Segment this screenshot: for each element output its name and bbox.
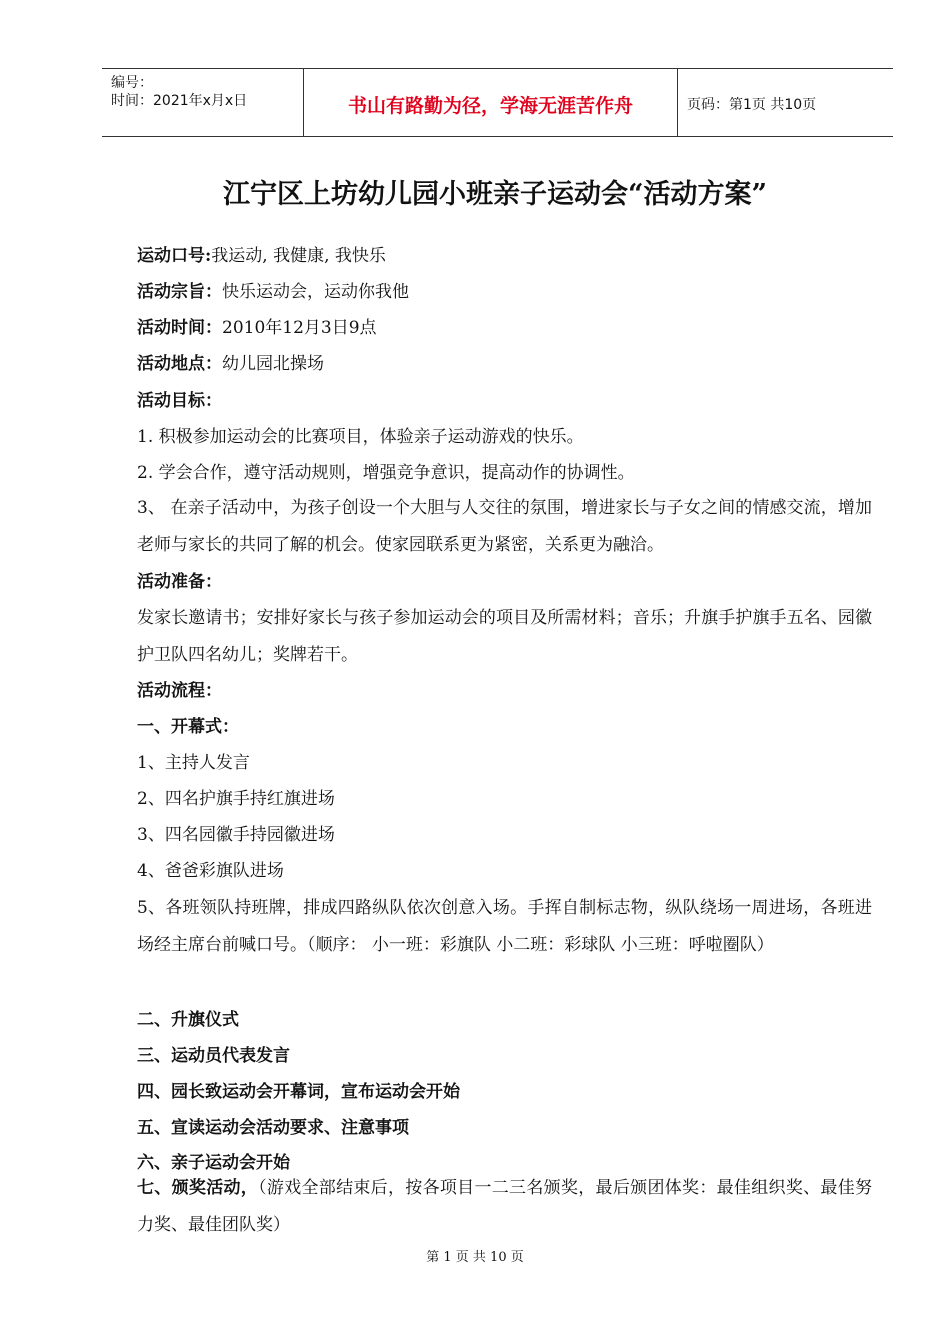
info-time — [137, 316, 377, 340]
header-time-label: 时间：2021年x月x日 — [111, 93, 248, 109]
page-header — [102, 68, 893, 137]
info-label: 活动时间： — [137, 318, 222, 338]
flow-heading: 活动流程： — [137, 681, 222, 701]
info-location — [137, 352, 324, 376]
section-heading: 六、亲子运动会开始 — [137, 1153, 290, 1173]
goal-item: 3、 在亲子活动中，为孩子创设一个大胆与人交往的氛围，增进家长与子女之间的情感交流，增加老师与家长的共同了解的机会。使家园联系更为紧密，关系更为融洽。 — [137, 498, 872, 555]
info-purpose — [137, 280, 409, 304]
header-motto: 书山有路勤为径，学海无涯苦作舟 — [347, 95, 633, 117]
info-value: 幼儿园北操场 — [222, 354, 324, 374]
info-slogan — [137, 244, 386, 268]
header-motto-cell — [304, 69, 678, 136]
goals-heading: 活动目标： — [137, 391, 222, 411]
header-meta-cell — [102, 69, 304, 136]
opening-heading: 一、开幕式： — [137, 717, 239, 737]
info-label: 活动地点： — [137, 354, 222, 374]
section-heading: 三、运动员代表发言 — [137, 1046, 290, 1066]
section-heading: 四、园长致运动会开幕词，宣布运动会开始 — [137, 1082, 460, 1102]
info-value: 我运动, 我健康, 我快乐 — [211, 246, 386, 266]
opening-item: 4、爸爸彩旗队进场 — [137, 861, 284, 881]
prep-heading: 活动准备： — [137, 572, 222, 592]
prep-text: 发家长邀请书；安排好家长与孩子参加运动会的项目及所需材料；音乐；升旗手护旗手五名、园徽护卫队四名幼儿；奖牌若干。 — [137, 608, 872, 665]
header-page-cell — [678, 69, 893, 136]
section-heading: 二、升旗仪式 — [137, 1010, 239, 1030]
goal-item: 2. 学会合作，遵守活动规则，增强竞争意识，提高动作的协调性。 — [137, 463, 635, 483]
opening-item: 2、四名护旗手持红旗进场 — [137, 789, 335, 809]
header-number-label: 编号： — [111, 75, 153, 91]
document-title: 江宁区上坊幼儿园小班亲子运动会“活动方案” — [222, 179, 768, 210]
info-label: 活动宗旨： — [137, 282, 222, 302]
info-value: 快乐运动会，运动你我他 — [222, 282, 409, 302]
page-footer: 第 1 页 共 10 页 — [426, 1250, 524, 1265]
opening-item: 3、四名园徽手持园徽进场 — [137, 825, 335, 845]
header-page-label: 页码：第1页 共10页 — [687, 97, 817, 113]
opening-item: 5、各班领队持班牌，排成四路纵队依次创意入场。手挥自制标志物，纵队绕场一周进场，各班进场经主席台前喊口号。（顺序： 小一班：彩旗队 小二班：彩球队 小三班：呼啦圈队） — [137, 898, 872, 955]
info-value: 2010年12月3日9点 — [222, 318, 377, 338]
goal-item: 1. 积极参加运动会的比赛项目，体验亲子运动游戏的快乐。 — [137, 427, 584, 447]
info-label: 运动口号: — [137, 246, 212, 266]
section-heading: 五、宣读运动会活动要求、注意事项 — [137, 1118, 409, 1138]
award-heading: 七、颁奖活动， — [137, 1178, 259, 1198]
award-section — [137, 1170, 872, 1244]
award-text: （游戏全部结束后，按各项目一二三名颁奖，最后颁团体奖：最佳组织奖、最佳努力奖、最佳团队奖） — [137, 1178, 873, 1235]
opening-item: 1、主持人发言 — [137, 753, 250, 773]
